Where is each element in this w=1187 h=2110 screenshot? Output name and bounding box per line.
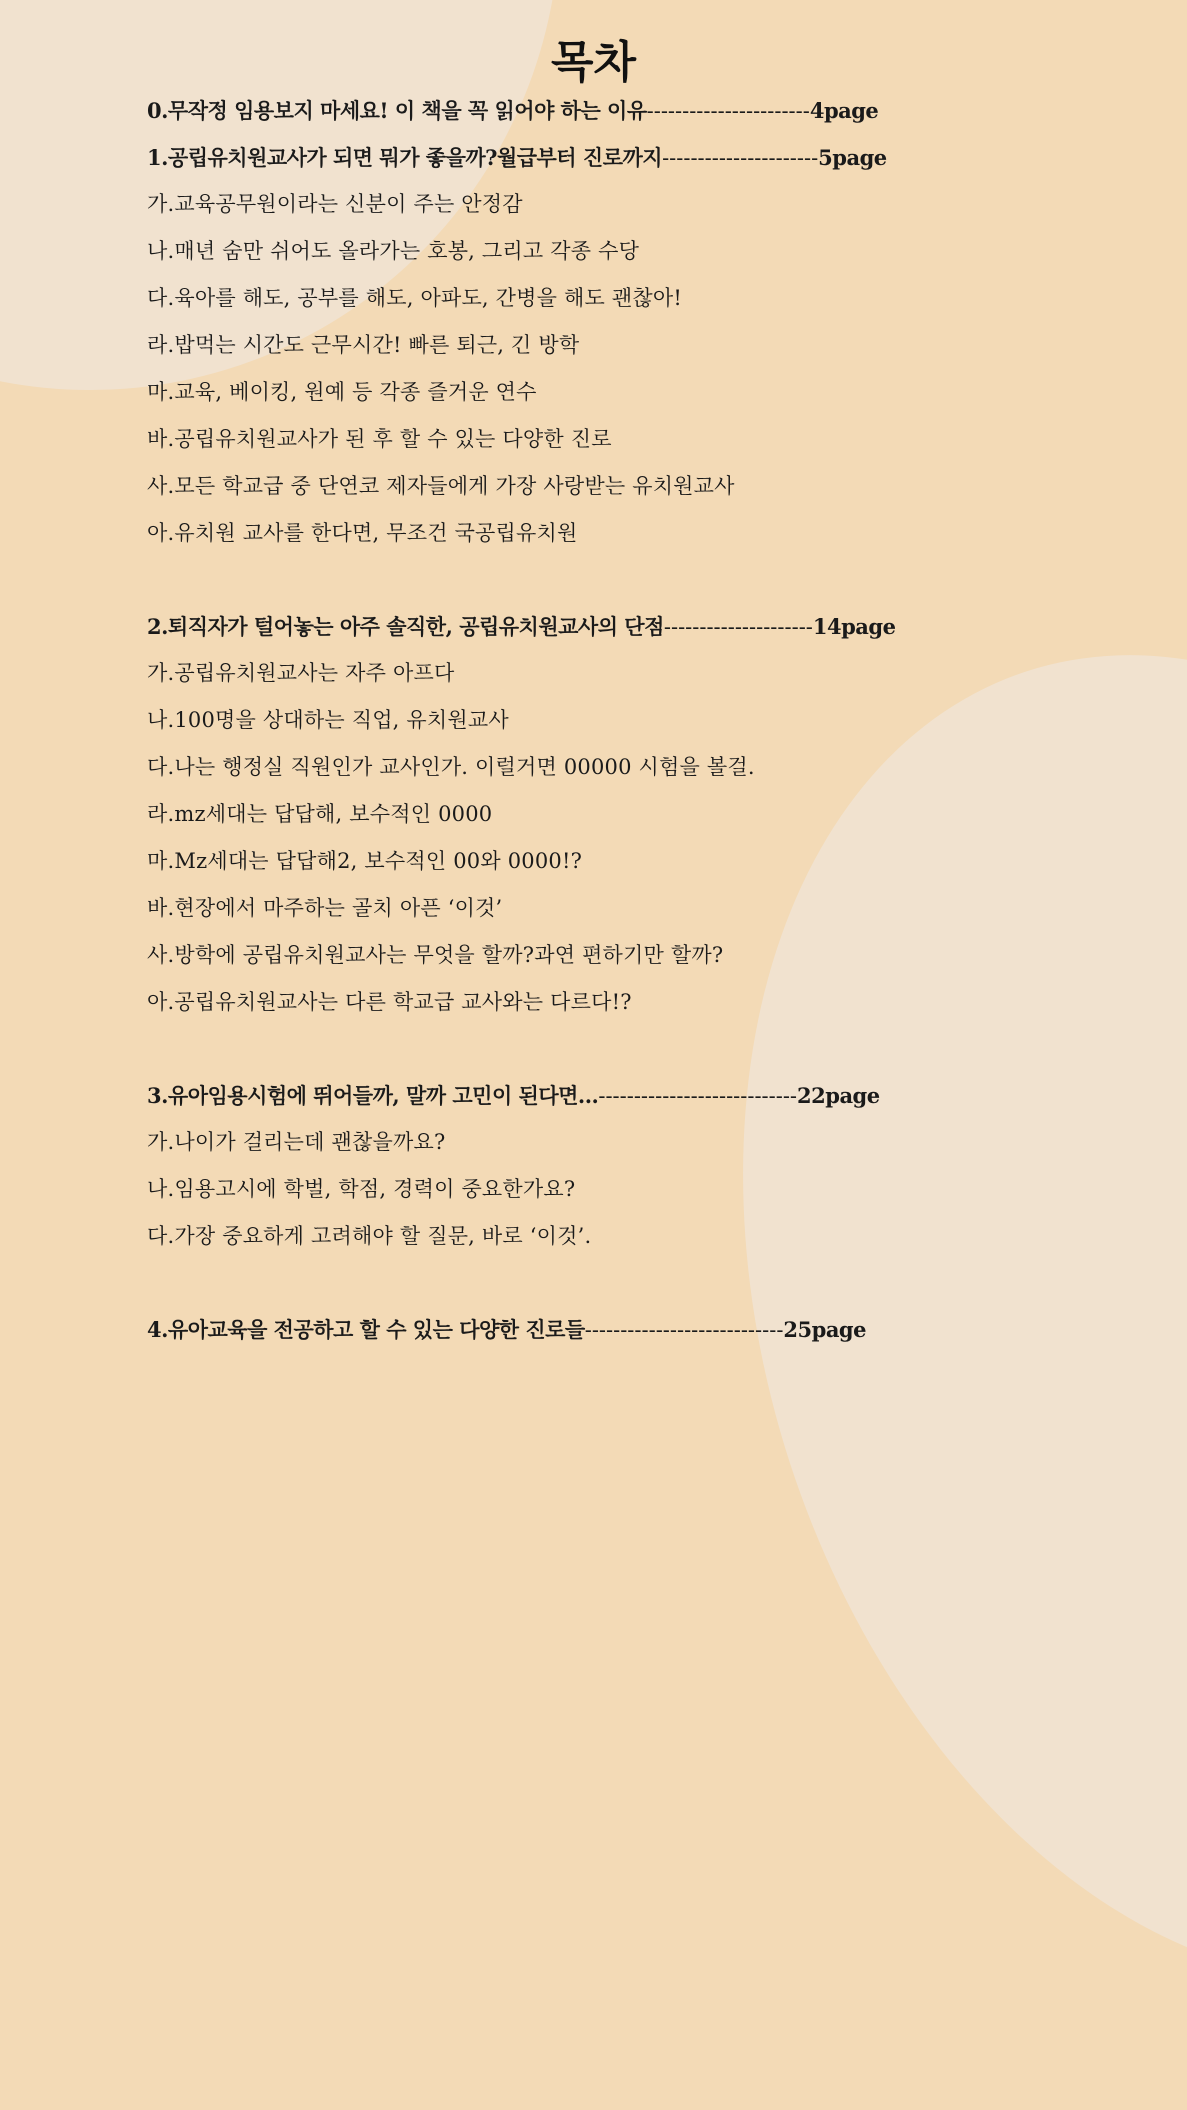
section-title: 나.100명을 상대하는 직업, 유치원교사 <box>147 708 509 732</box>
section-title: 가.교육공무원이라는 신분이 주는 안정감 <box>147 192 523 216</box>
section-title: 나.임용고시에 학벌, 학점, 경력이 중요한가요? <box>147 1177 576 1201</box>
toc-chapter-entry <box>147 87 1027 134</box>
chapter-title: 0.무작정 임용보지 마세요! 이 책을 꼭 읽어야 하는 이유 <box>147 98 647 123</box>
section-title: 가.공립유치원교사는 자주 아프다 <box>147 661 455 685</box>
toc-section-entry <box>147 979 1027 1026</box>
toc-section-entry <box>147 1166 1027 1213</box>
toc-section-entry <box>147 1213 1027 1260</box>
chapter-page-number: 5page <box>818 145 887 170</box>
section-spacer <box>147 557 1027 603</box>
toc-chapter-entry <box>147 1306 1027 1353</box>
chapter-title: 3.유아임용시험에 뛰어들까, 말까 고민이 된다면... <box>147 1083 599 1108</box>
section-title: 바.현장에서 마주하는 골치 아픈 ‘이것’ <box>147 896 503 920</box>
toc-section-entry <box>147 463 1027 510</box>
section-title: 마.교육, 베이킹, 원예 등 각종 즐거운 연수 <box>147 380 537 404</box>
toc-section-entry <box>147 1119 1027 1166</box>
dot-leader: ---------------------------- <box>584 1318 784 1342</box>
dot-leader: ---------------------------- <box>598 1084 798 1108</box>
toc-section-entry <box>147 322 1027 369</box>
section-title: 다.나는 행정실 직원인가 교사인가. 이럴거면 00000 시험을 볼걸. <box>147 755 755 779</box>
chapter-page-number: 4page <box>809 98 879 123</box>
dot-leader: ---------------------- <box>662 146 819 170</box>
page-title: 목차 <box>550 37 636 89</box>
toc-section-entry <box>147 510 1027 557</box>
toc-section-entry <box>147 744 1027 791</box>
toc-section-entry <box>147 791 1027 838</box>
chapter-page-number: 25page <box>783 1317 866 1342</box>
section-title: 다.가장 중요하게 고려해야 할 질문, 바로 ‘이것’. <box>147 1224 592 1248</box>
toc-chapter-entry <box>147 1072 1027 1119</box>
toc-section-entry <box>147 697 1027 744</box>
section-title: 라.밥먹는 시간도 근무시간! 빠른 퇴근, 긴 방학 <box>147 333 580 357</box>
section-spacer <box>147 1026 1027 1072</box>
table-of-contents <box>147 87 1027 1353</box>
chapter-page-number: 14page <box>812 614 896 639</box>
chapter-title: 1.공립유치원교사가 되면 뭐가 좋을까?월급부터 진로까지 <box>147 145 663 170</box>
section-title: 다.육아를 해도, 공부를 해도, 아파도, 간병을 해도 괜찮아! <box>147 286 682 310</box>
toc-section-entry <box>147 650 1027 697</box>
toc-section-entry <box>147 228 1027 275</box>
section-title: 아.유치원 교사를 한다면, 무조건 국공립유치원 <box>147 521 578 545</box>
section-title: 사.방학에 공립유치원교사는 무엇을 할까?과연 편하기만 할까? <box>147 943 724 967</box>
toc-chapter-entry <box>147 134 1027 181</box>
dot-leader: ----------------------- <box>646 99 810 123</box>
dot-leader: --------------------- <box>663 615 813 639</box>
section-title: 아.공립유치원교사는 다른 학교급 교사와는 다르다!? <box>147 990 632 1014</box>
toc-chapter-entry <box>147 603 1027 650</box>
section-title: 나.매년 숨만 쉬어도 올라가는 호봉, 그리고 각종 수당 <box>147 239 640 263</box>
toc-section-entry <box>147 932 1027 979</box>
section-title: 가.나이가 걸리는데 괜찮을까요? <box>147 1130 446 1154</box>
chapter-title: 4.유아교육을 전공하고 할 수 있는 다양한 진로들 <box>147 1317 585 1342</box>
section-title: 사.모든 학교급 중 단연코 제자들에게 가장 사랑받는 유치원교사 <box>147 474 735 498</box>
toc-section-entry <box>147 838 1027 885</box>
section-title: 마.Mz세대는 답답해2, 보수적인 00와 0000!? <box>147 849 583 873</box>
section-title: 바.공립유치원교사가 된 후 할 수 있는 다양한 진로 <box>147 427 612 451</box>
chapter-title: 2.퇴직자가 털어놓는 아주 솔직한, 공립유치원교사의 단점 <box>147 614 664 639</box>
section-spacer <box>147 1260 1027 1306</box>
toc-section-entry <box>147 181 1027 228</box>
chapter-page-number: 22page <box>797 1083 880 1108</box>
toc-section-entry <box>147 275 1027 322</box>
section-title: 라.mz세대는 답답해, 보수적인 0000 <box>147 802 493 826</box>
toc-section-entry <box>147 416 1027 463</box>
toc-section-entry <box>147 369 1027 416</box>
toc-section-entry <box>147 885 1027 932</box>
